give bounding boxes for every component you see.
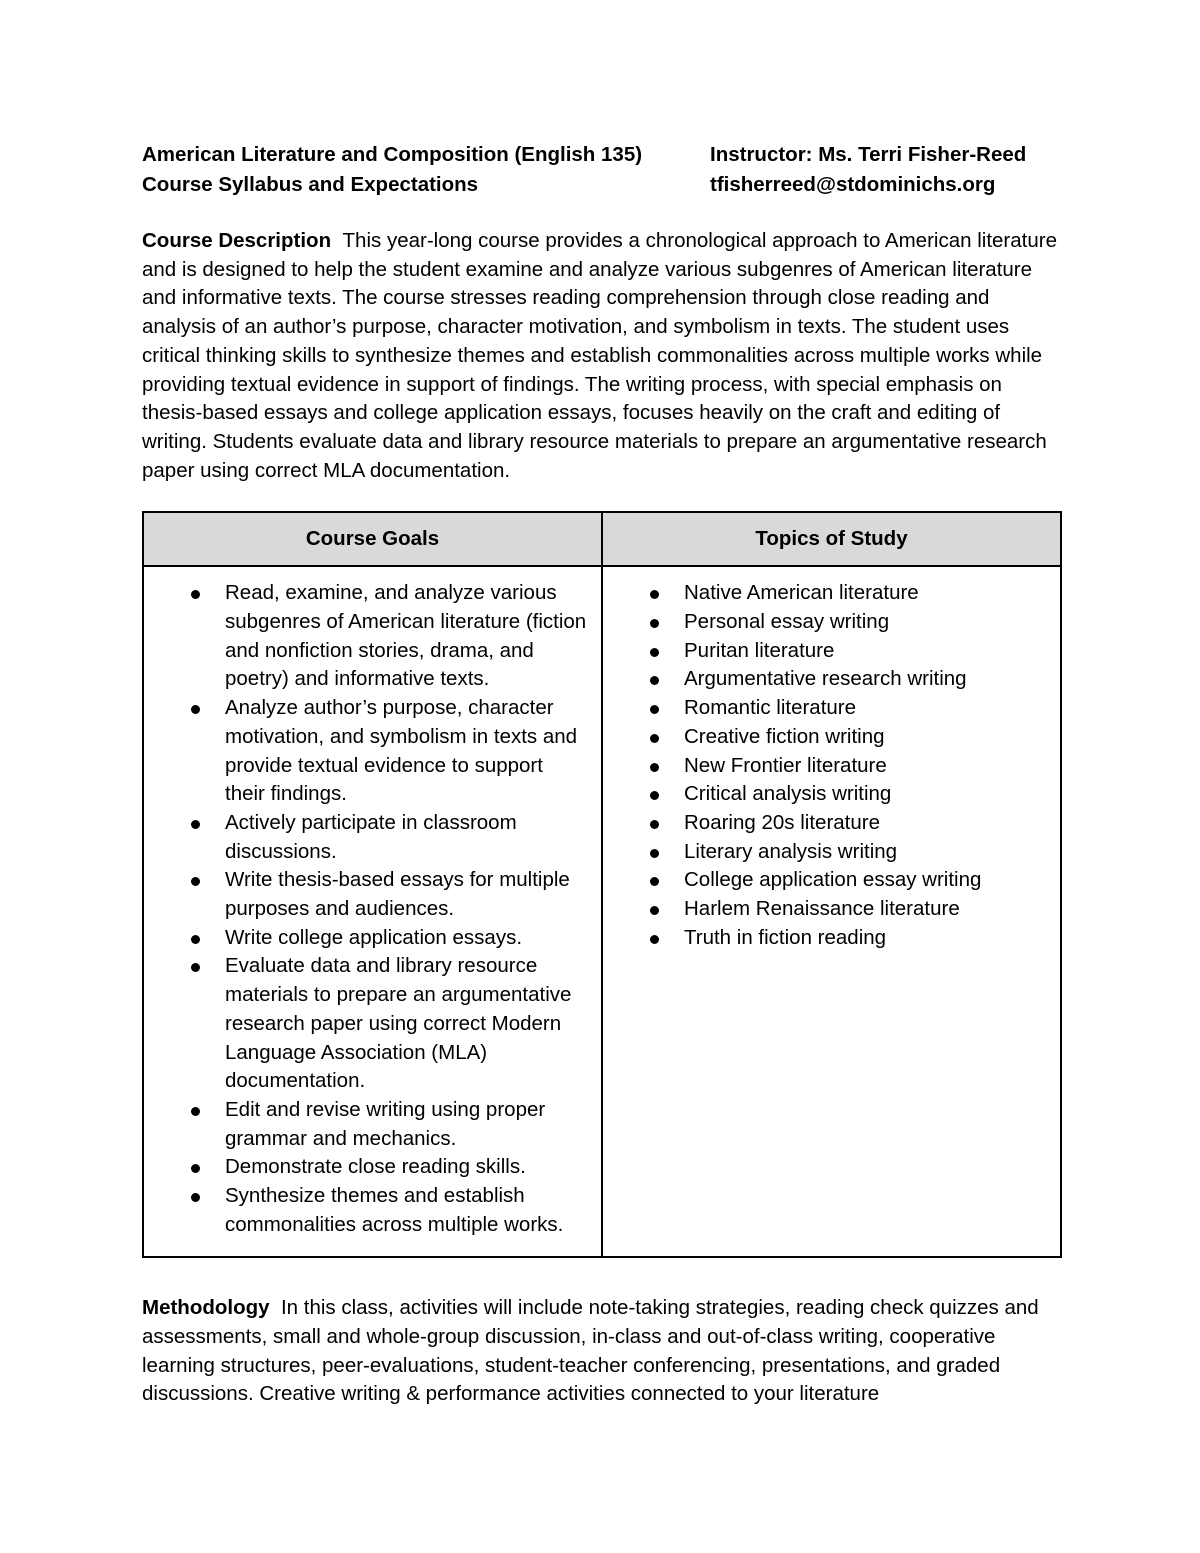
topic-item: College application essay writing [604,866,1059,895]
course-goals-cell [143,566,602,1257]
header-right [710,140,1062,200]
topic-item: Native American literature [604,579,1059,608]
topic-item: Argumentative research writing [604,665,1059,694]
bullet-icon [650,906,659,915]
course-goals-header: Course Goals [143,512,602,566]
bullet-icon [191,705,200,714]
topic-item: Romantic literature [604,694,1059,723]
bullet-icon [191,963,200,972]
bullet-icon [650,648,659,657]
topic-item: Roaring 20s literature [604,809,1059,838]
bullet-icon [191,1164,200,1173]
goal-item: Read, examine, and analyze various subgenres of American literature (fiction and nonfiction stories, drama, and poetry) and informative texts. [145,579,600,694]
header-left [142,140,710,200]
topic-item: Harlem Renaissance literature [604,895,1059,924]
bullet-icon [650,820,659,829]
goal-item: Analyze author’s purpose, character motivation, and symbolism in texts and provide textual evidence to support their findings. [145,694,600,809]
methodology-text: In this class, activities will include note-taking strategies, reading check quizzes and assessments, small and whole-group discussion, in-class and out-of-class writing, cooperative learning structures, peer-evaluations, student-teacher conferencing, presentations, and graded discussions. Creative writing & performance activities connected to your literature [142,1296,1039,1406]
goal-item: Write college application essays. [145,924,600,953]
methodology [142,1294,1062,1409]
document-header [142,140,1062,200]
syllabus-subtitle: Course Syllabus and Expectations [142,173,479,196]
goals-topics-table [142,511,1062,1258]
topic-item: Critical analysis writing [604,780,1059,809]
course-description-text: This year-long course provides a chronological approach to American literature and is designed to help the student examine and analyze various subgenres of American literature and informative texts. The course stresses reading comprehension through close reading and analysis of an author’s purpose, character motivation, and symbolism in texts. The student uses critical thinking skills to synthesize themes and establish commonalities across multiple works while providing textual evidence in support of findings. The writing process, with special emphasis on thesis-based essays and college application essays, focuses heavily on the craft and editing of writing. Students evaluate data and library resource materials to prepare an argumentative research paper using correct MLA documentation. [142,229,1057,482]
bullet-icon [650,763,659,772]
bullet-icon [650,791,659,800]
course-description [142,227,1062,485]
topics-of-study-list [604,579,1059,952]
instructor-email: tfisherreed@stdominichs.org [710,173,996,196]
bullet-icon [650,619,659,628]
bullet-icon [650,734,659,743]
bullet-icon [191,820,200,829]
bullet-icon [191,1193,200,1202]
bullet-icon [650,877,659,886]
topics-of-study-header: Topics of Study [602,512,1061,566]
bullet-icon [191,877,200,886]
topic-item: Truth in fiction reading [604,924,1059,953]
topic-item: Literary analysis writing [604,838,1059,867]
course-title: American Literature and Composition (English 135) [142,143,643,166]
goal-item: Write thesis-based essays for multiple purposes and audiences. [145,866,600,923]
goal-item: Edit and revise writing using proper grammar and mechanics. [145,1096,600,1153]
methodology-label: Methodology [142,1296,270,1320]
course-description-label: Course Description [142,229,332,252]
bullet-icon [650,590,659,599]
syllabus-page [142,140,1062,1409]
topic-item: Personal essay writing [604,608,1059,637]
course-goals-list [145,579,600,1239]
topics-of-study-cell [602,566,1061,1257]
bullet-icon [650,705,659,714]
bullet-icon [650,935,659,944]
goal-item: Actively participate in classroom discussions. [145,809,600,866]
goal-item: Synthesize themes and establish commonalities across multiple works. [145,1182,600,1239]
bullet-icon [191,590,200,599]
topic-item: Puritan literature [604,637,1059,666]
instructor-name: Instructor: Ms. Terri Fisher-Reed [710,143,1027,166]
goal-item: Evaluate data and library resource materials to prepare an argumentative research paper using correct Modern Language Association (MLA) documentation. [145,952,600,1096]
bullet-icon [650,849,659,858]
bullet-icon [191,935,200,944]
goal-item: Demonstrate close reading skills. [145,1153,600,1182]
bullet-icon [191,1107,200,1116]
bullet-icon [650,676,659,685]
topic-item: New Frontier literature [604,752,1059,781]
topic-item: Creative fiction writing [604,723,1059,752]
